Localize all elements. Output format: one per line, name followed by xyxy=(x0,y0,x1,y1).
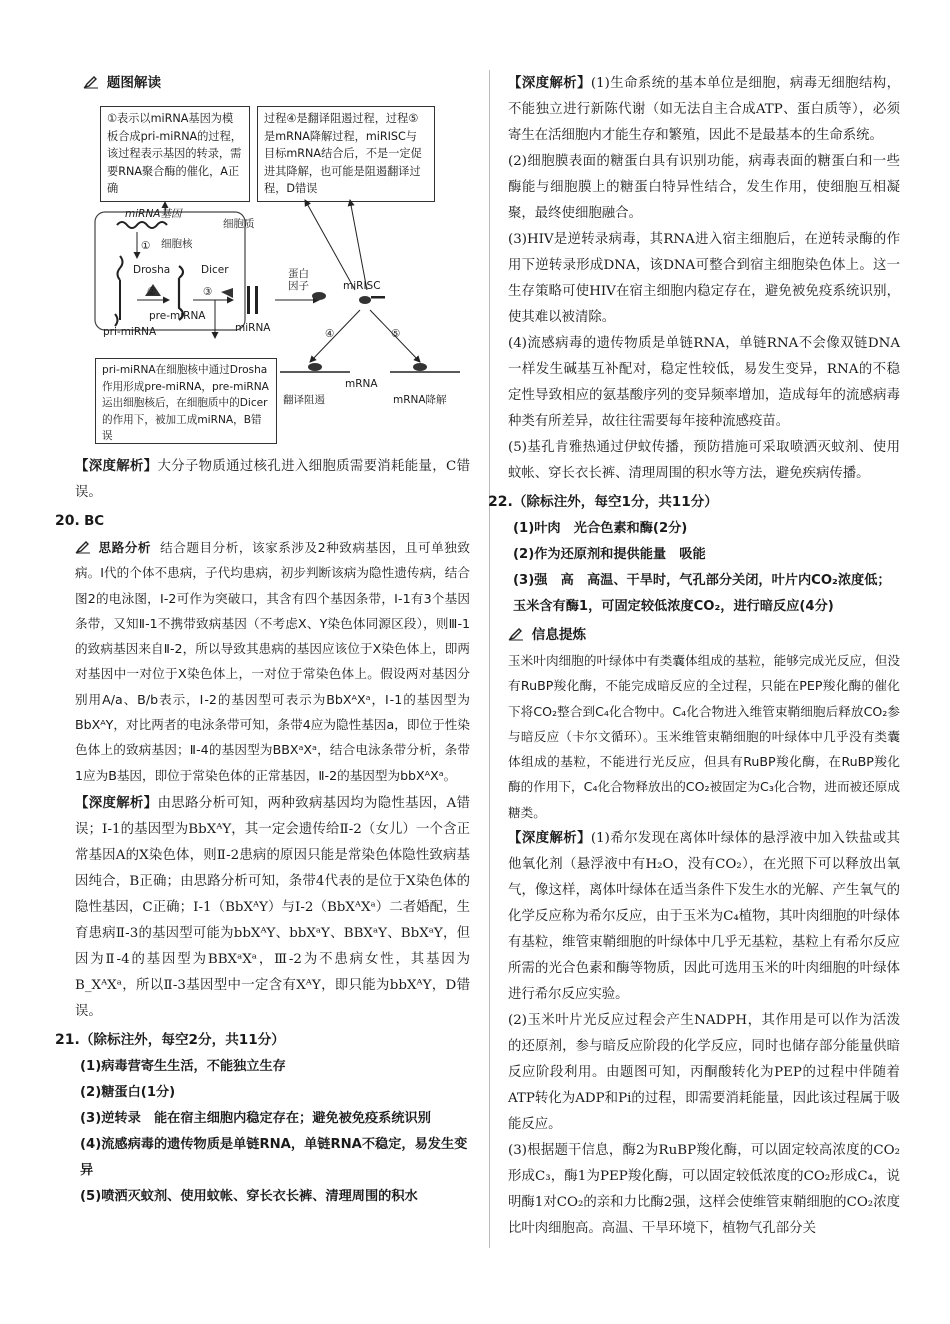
q21-answer-5: (5)喷洒灭蚊剂、使用蚊帐、穿长衣长裤、清理周围的积水 xyxy=(80,1188,418,1204)
q21-deep-p2: (2)细胞膜表面的糖蛋白具有识别功能，病毒表面的糖蛋白和一些酶能与细胞膜上的糖蛋白特异性结合，发生作用，使细胞互相凝聚，最终使细胞融合。 xyxy=(508,154,900,221)
q21-answer-2: (2)糖蛋白(1分) xyxy=(80,1084,176,1100)
q22-deep-p2: (2)玉米叶片光反应过程会产生NADPH，其作用是可以作为活泼的还原剂，参与暗反应阶段的化学反应，同时也储存部分能量供暗反应阶段利用。由题图可知，丙酮酸转化为PEP的过程中伴随着ATP转化为ADP和Pi的过程，即需要消耗能量，因此该过程属于吸能反应。 xyxy=(508,1013,900,1133)
diagram-heading: 题图解读 xyxy=(75,70,470,96)
label-mirna-gene: miRNA基因 xyxy=(125,208,182,220)
label-step-1: ① xyxy=(141,240,151,252)
annotation-box-3: pri-miRNA在细胞核中通过Drosha作用形成pre-miRNA，pre-miRNA运出细胞核后，在细胞质中的Dicer的作用下，被加工成miRNA，B错误 xyxy=(95,358,277,444)
deep-analysis-1: 【深度解析】大分子物质通过核孔进入细胞质需要消耗能量，C错误。 xyxy=(75,458,471,500)
q21-answer-4: (4)流感病毒的遗传物质是单链RNA，单链RNA不稳定，易发生变异 xyxy=(80,1136,468,1178)
pencil-icon xyxy=(508,627,524,641)
label-factor: 因子 xyxy=(288,280,309,292)
label-translation-block: 翻译阻遏 xyxy=(283,394,325,406)
label-nucleus: 细胞核 xyxy=(161,238,193,250)
label-step-4: ④ xyxy=(325,328,335,340)
q22-info-text: 玉米叶肉细胞的叶绿体中有类囊体组成的基粒，能够完成光反应，但没有RuBP羧化酶，不能完成暗反应的全过程，只能在PEP羧化酶的催化下将CO₂整合到C₄化合物中。C₄化合物进入维管束鞘细胞后释放CO₂参与暗反应（卡尔文循环）。玉米维管束鞘细胞的叶绿体中几乎没有类囊体组成的基粒，不能进行光反应，但具有RuBP羧化酶，在RuBP羧化酶的作用下，C₄化合物释放出的CO₂被固定为C₃化合物，进而被还原成糖类。 xyxy=(508,653,900,820)
column-divider xyxy=(489,70,490,1248)
label-mirna: miRNA xyxy=(235,322,271,334)
q21-deep-p3: (3)HIV是逆转录病毒，其RNA进入宿主细胞后，在逆转录酶的作用下逆转录形成DNA，该DNA可整合到宿主细胞染色体上。这一生存策略可使HIV在宿主细胞内稳定存在，避免被免疫系统识别，使其难以被清除。 xyxy=(508,232,900,325)
q21-deep-p4: (4)流感病毒的遗传物质是单链RNA，单链RNA不会像双链DNA一样发生碱基互补配对，稳定性较低，易发生变异，RNA的不稳定性导致相应的氨基酸序列的变异频率增加，造成每年的流感病毒种类有所差异，故往往需要每年接种流感疫苗。 xyxy=(508,336,900,429)
label-step-2: ② xyxy=(147,286,157,298)
q22-answer-3: (3)强 高 高温、干旱时，气孔部分关闭，叶片内CO₂浓度低；玉米含有酶1，可固定较低浓度CO₂，进行暗反应(4分) xyxy=(513,573,891,614)
q22-deep-p3: (3)根据题干信息，酶2为RuBP羧化酶，可以固定较高浓度的CO₂形成C₃，酶1为PEP羧化酶，可以固定较低浓度的CO₂形成C₄，说明酶1对CO₂的亲和力比酶2强，这样会使维管束鞘细胞的CO₂浓度比叶肉细胞高。高温、干旱环境下，植物气孔部分关 xyxy=(508,1143,900,1237)
q22-deep-p1: 【深度解析】(1)希尔发现在离体叶绿体的悬浮液中加入铁盐或其他氧化剂（悬浮液中有H₂O，没有CO₂），在光照下可以释放出氧气，像这样，离体叶绿体在适当条件下发生水的光解、产生氧气的化学反应称为希尔反应，由于玉米为C₄植物，其叶肉细胞的叶绿体有基粒，维管束鞘细胞的叶绿体中几乎无基粒，基粒上有希尔反应所需的光合色素和酶等物质，因此可选用玉米的叶肉细胞的叶绿体进行希尔反应实验。 xyxy=(508,830,901,1003)
right-column xyxy=(488,70,901,1242)
q21-answer-1: (1)病毒营寄生生活，不能独立生存 xyxy=(80,1058,286,1074)
left-column xyxy=(55,70,471,1210)
label-step-5: ⑤ xyxy=(391,328,401,340)
question-22-header: 22.（除标注外，每空1分，共11分） xyxy=(488,494,718,510)
label-step-3: ③ xyxy=(203,286,213,298)
label-mrna-degrade: mRNA降解 xyxy=(393,394,447,406)
q21-answer-3: (3)逆转录 能在宿主细胞内稳定存在；避免被免疫系统识别 xyxy=(80,1110,431,1126)
q22-info-heading: 信息提炼 xyxy=(508,622,900,648)
question-21-header: 21.（除标注外，每空2分，共11分） xyxy=(55,1031,285,1048)
label-mirisc: miRISC xyxy=(343,280,381,292)
label-drosha: Drosha xyxy=(133,264,171,276)
label-pri-mirna: pri-miRNA xyxy=(103,326,157,338)
label-pre-mirna: pre-miRNA xyxy=(149,310,206,322)
q22-answer-1: (1)叶肉 光合色素和酶(2分) xyxy=(513,521,688,536)
pencil-icon xyxy=(75,540,91,554)
q22-answer-2: (2)作为还原剂和提供能量 吸能 xyxy=(513,547,706,562)
q20-deep-analysis: 【深度解析】由思路分析可知，两种致病基因均为隐性基因，A错误；Ⅰ-1的基因型为BbXᴬY，其一定会遗传给Ⅱ-2（女儿）一个含正常基因A的X染色体，则Ⅱ-2患病的原因只能是常染色体隐性致病基因纯合，B正确；由思路分析可知，条带4代表的是位于X染色体的隐性基因，C正确；Ⅰ-1（BbXᴬY）与Ⅰ-2（BbXᴬXᵃ）二者婚配，生育患病Ⅱ-3的基因型可能为bbXᴬY、bbXᵃY、BBXᵃY、BbXᵃY，但因为Ⅱ-4的基因型为BBXᵃXᵃ，Ⅲ-2为不患病女性，其基因为B_XᴬXᵃ，所以Ⅱ-3基因型中一定含有XᴬY，即只能为bbXᴬY，D错误。 xyxy=(75,794,471,1019)
mirna-diagram xyxy=(75,100,470,445)
q21-deep-p5: (5)基孔肯雅热通过伊蚊传播，预防措施可采取喷洒灭蚊剂、使用蚊帐、穿长衣长裤、清理周围的积水等方法，避免疾病传播。 xyxy=(508,440,900,481)
q20-thinking: 思路分析 结合题目分析，该家系涉及2种致病基因，且可单独致病。Ⅰ代的个体不患病，子代均患病，初步判断该病为隐性遗传病，结合图2的电泳图，Ⅰ-2可作为突破口，其含有四个基因条带，Ⅰ-1有3个基因条带，又知Ⅱ-1不携带致病基因（不考虑X、Y染色体同源区段），则Ⅲ-1的致病基因来自Ⅱ-2，所以导致其患病的基因应该位于X染色体上，即两对基因中一对位于X染色体上，一对位于常染色体上。假设两对基因分别用A/a、B/b表示，Ⅰ-2的基因型可表示为BbXᴬXᵃ，Ⅰ-1的基因型为BbXᴬY，对比两者的电泳条带可知，条带4应为隐性基因a，即位于性染色体上的致病基因；Ⅱ-4的基因型为BBXᵃXᵃ，结合电泳条带分析，条带1应为B基因，即位于常染色体的正常基因，Ⅱ-2的基因型为bbXᴬXᵃ。 xyxy=(75,540,471,783)
q21-deep-p1: 【深度解析】(1)生命系统的基本单位是细胞，病毒无细胞结构，不能独立进行新陈代谢（如无法自主合成ATP、蛋白质等），必须寄生在活细胞内才能生存和繁殖，因此不是最基本的生命系统。 xyxy=(508,75,901,143)
question-20-header: 20. BC xyxy=(55,513,105,529)
label-mrna: mRNA xyxy=(345,378,378,390)
label-dicer: Dicer xyxy=(201,264,229,276)
annotation-box-2: 过程④是翻译阻遏过程，过程⑤是mRNA降解过程，miRISC与目标mRNA结合后，不是一定促进其降解，也可能是阻遏翻译过程，D错误 xyxy=(257,106,435,202)
annotation-box-1: ①表示以miRNA基因为模板合成pri-miRNA的过程，该过程表示基因的转录，需要RNA聚合酶的催化，A正确 xyxy=(100,106,250,202)
pencil-icon xyxy=(83,75,99,89)
label-cytoplasm: 细胞质 xyxy=(223,218,255,230)
label-protein: 蛋白 xyxy=(288,268,309,280)
